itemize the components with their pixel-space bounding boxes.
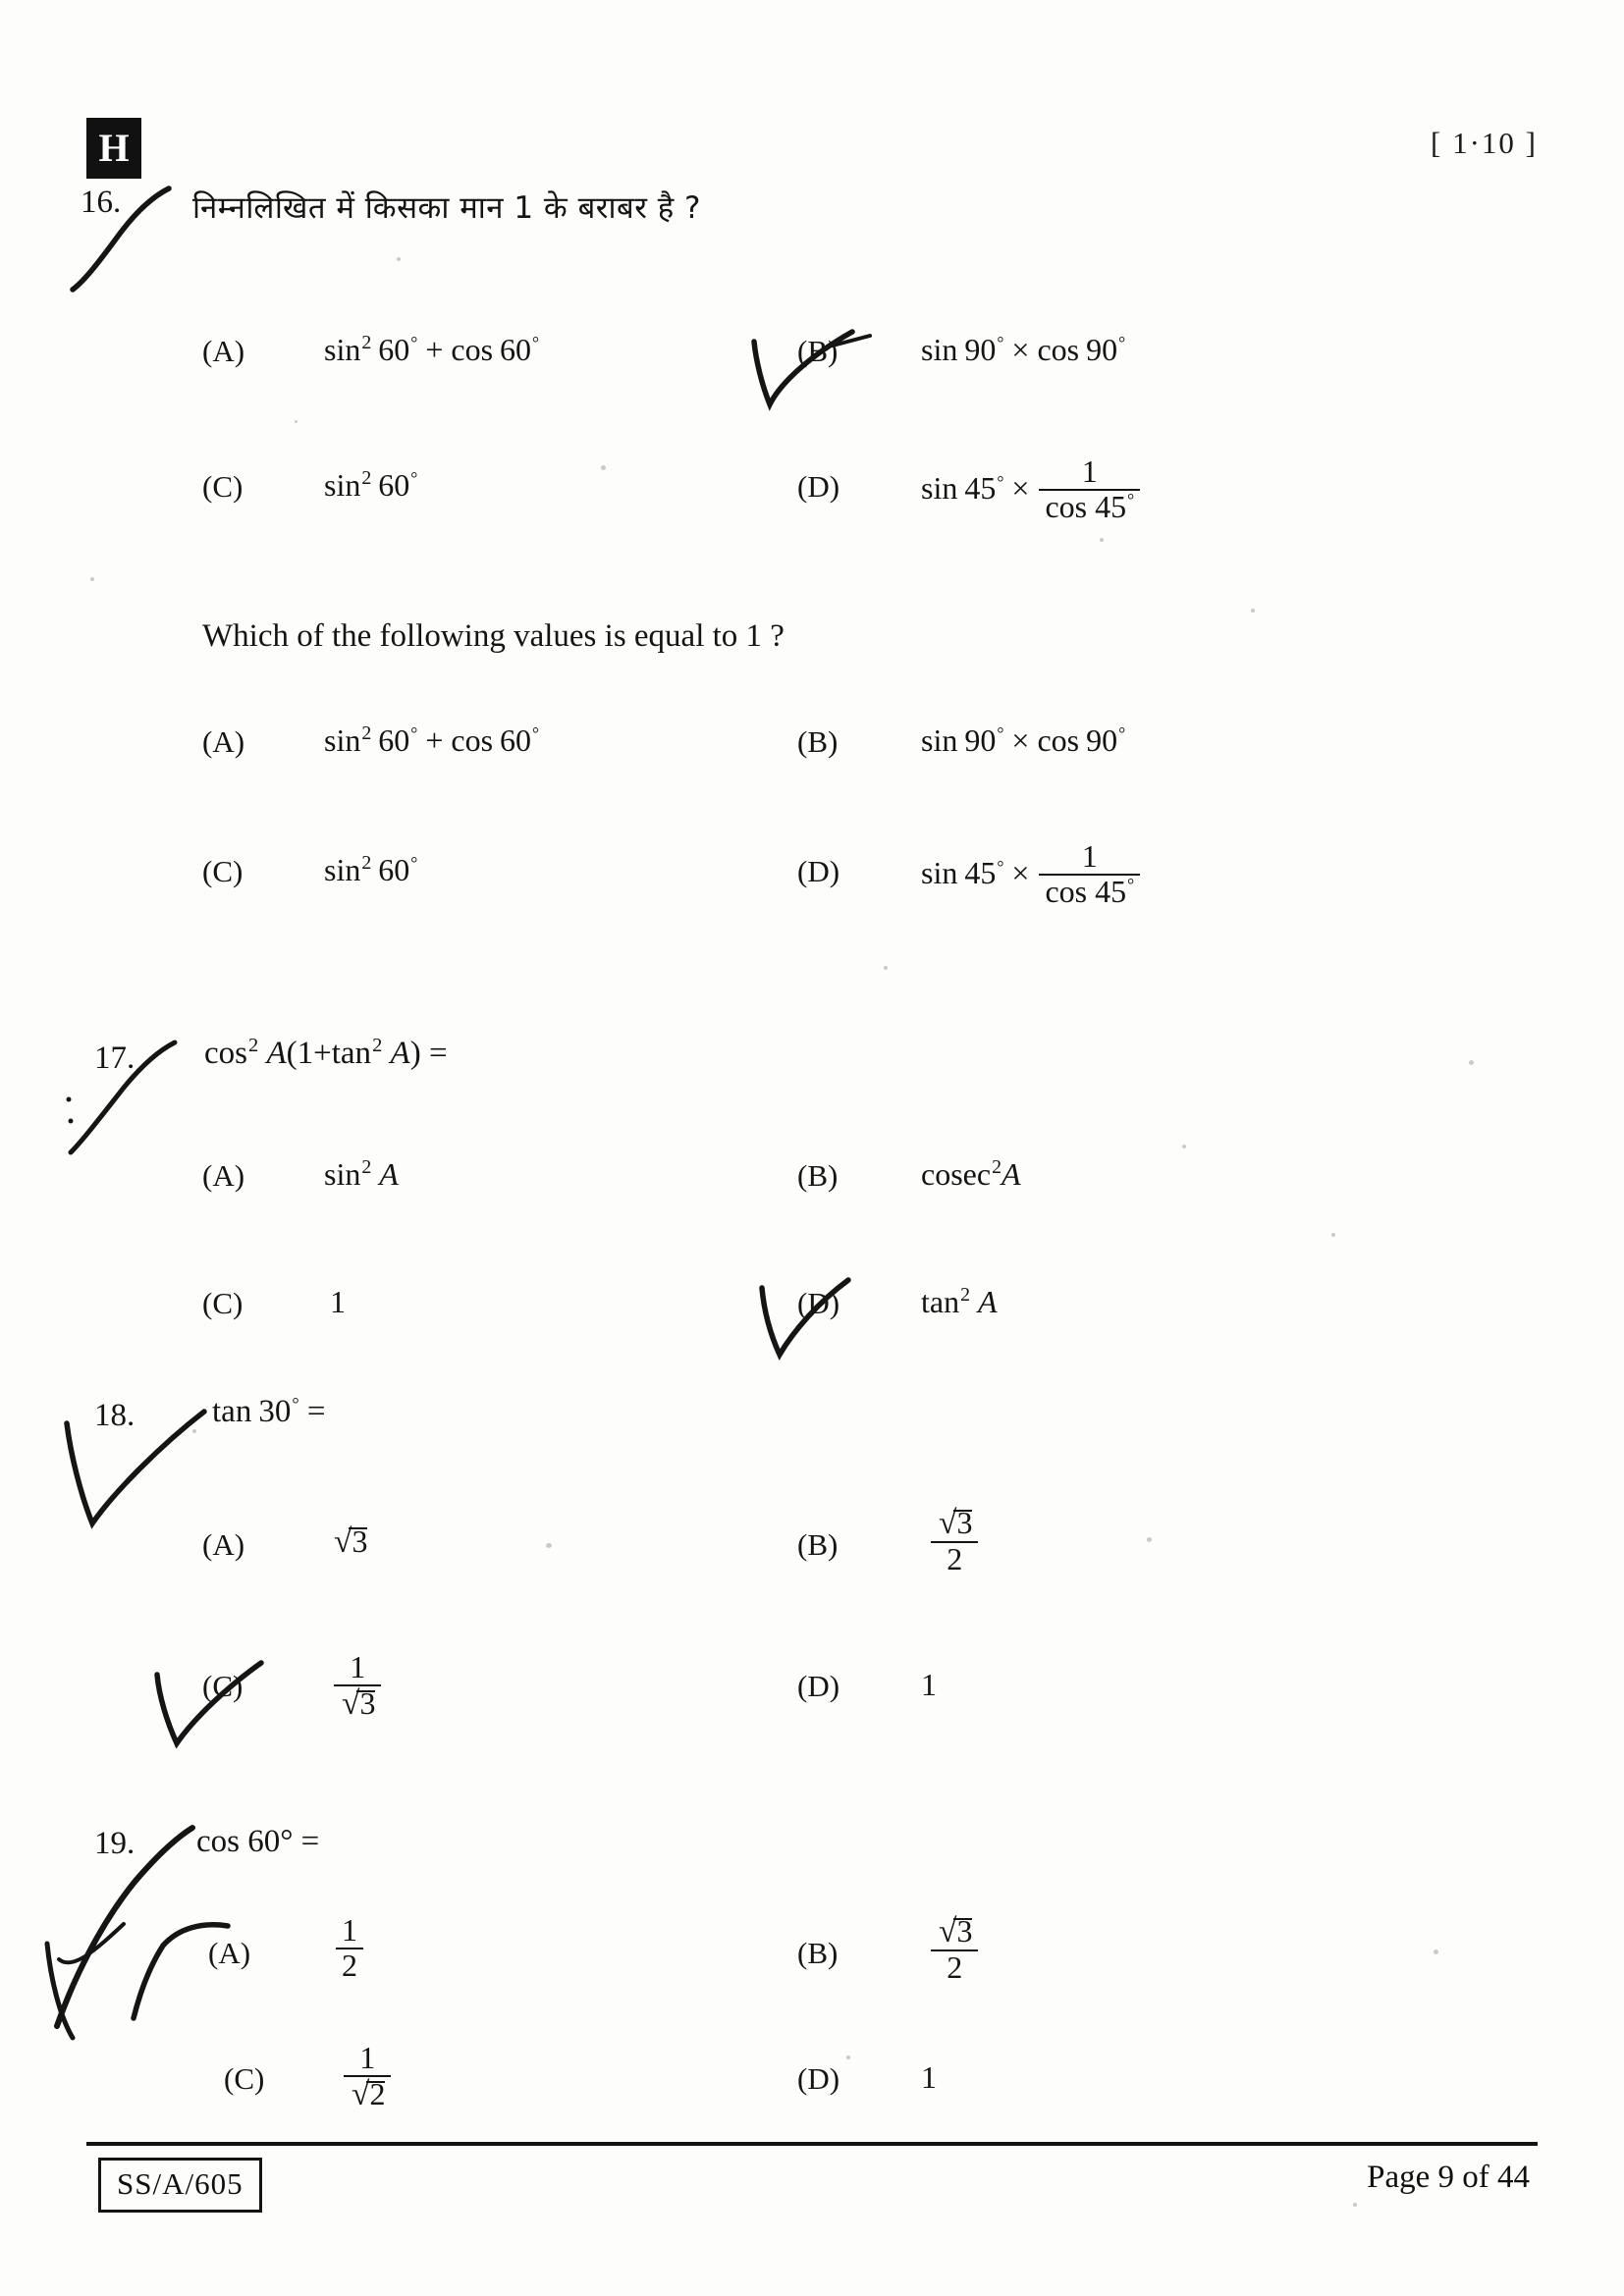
q18-option-c-value[interactable]: 1 √ 3 xyxy=(332,1653,383,1724)
q17-option-b-label[interactable]: (B) xyxy=(797,1158,839,1193)
q18-option-c-label[interactable]: (C) xyxy=(202,1669,244,1703)
q16-english-option-d-label[interactable]: (D) xyxy=(797,854,840,888)
q19-option-b-label[interactable]: (B) xyxy=(797,1936,839,1970)
q16-hindi-option-c-value[interactable]: $\sin^2 60^\circ$ xyxy=(324,467,418,503)
q17-option-a-label[interactable]: (A) xyxy=(202,1158,245,1193)
scan-speck xyxy=(884,966,888,970)
scan-speck xyxy=(295,420,298,423)
question-16-hindi-text: निम्नलिखित में किसका मान 1 के बराबर है ? xyxy=(192,190,701,226)
q19-option-c-label[interactable]: (C) xyxy=(224,2061,265,2096)
question-number-19: 19. xyxy=(94,1826,135,1861)
q17-option-b-value[interactable]: cosec$^2$A xyxy=(921,1156,1021,1192)
q18-option-a-label[interactable]: (A) xyxy=(202,1527,245,1562)
page-number: Page 9 of 44 xyxy=(1367,2160,1530,2195)
q16-english-option-b-value[interactable]: sin 90° × cos 90° xyxy=(921,722,1126,758)
q16-hindi-option-d-value[interactable]: sin 45° × $\frac{1}{\cos 45^\circ}$ xyxy=(921,457,1142,526)
scan-speck xyxy=(1353,2203,1357,2207)
scan-speck xyxy=(1469,1060,1474,1065)
scan-speck xyxy=(1331,1233,1335,1237)
scan-speck xyxy=(846,2056,850,2059)
q19-option-b-value[interactable]: √ 3 2 xyxy=(929,1916,980,1987)
scan-speck xyxy=(546,1543,552,1548)
handwritten-mark-q18-number xyxy=(59,1404,216,1531)
q18-option-b-value[interactable]: √ 3 2 xyxy=(929,1508,980,1578)
q17-option-c-label[interactable]: (C) xyxy=(202,1286,244,1320)
scan-speck xyxy=(1182,1145,1186,1148)
q19-option-d-label[interactable]: (D) xyxy=(797,2061,840,2096)
scan-speck xyxy=(601,465,606,470)
question-17-stem: $\cos^2 A(1+\tan^2$ A) = xyxy=(204,1035,448,1071)
medium-badge-icon: H xyxy=(86,118,141,179)
q16-hindi-option-b-label[interactable]: (B) xyxy=(797,334,839,368)
q17-option-d-label[interactable]: (D) xyxy=(797,1286,840,1320)
q19-option-d-value[interactable]: 1 xyxy=(921,2059,937,2095)
question-18-stem: tan 30° = xyxy=(212,1394,326,1429)
q16-english-option-c-label[interactable]: (C) xyxy=(202,854,244,888)
q16-hindi-option-d-label[interactable]: (D) xyxy=(797,469,840,504)
question-number-17: 17. xyxy=(94,1041,135,1076)
q16-english-option-a-value[interactable]: $\sin^2 60^\circ + \cos 60^\circ$ xyxy=(324,722,540,758)
question-16-english-text: Which of the following values is equal to 1 ? xyxy=(202,618,785,654)
q16-english-option-c-value[interactable]: $\sin^2 60^\circ$ xyxy=(324,852,418,887)
question-number-18: 18. xyxy=(94,1398,135,1433)
q16-english-option-d-value[interactable]: sin 45° × $\frac{1}{\cos 45^\circ}$ xyxy=(921,842,1142,911)
scan-speck xyxy=(1147,1537,1152,1542)
q17-option-d-value[interactable]: $\tan^2 A$ xyxy=(921,1284,998,1319)
q16-hindi-option-c-label[interactable]: (C) xyxy=(202,469,244,504)
q16-english-option-a-label[interactable]: (A) xyxy=(202,724,245,759)
q17-option-c-value[interactable]: 1 xyxy=(330,1284,346,1319)
q18-option-b-label[interactable]: (B) xyxy=(797,1527,839,1562)
q17-option-a-value[interactable]: $\sin^2 A$ xyxy=(324,1156,399,1192)
question-number-16: 16. xyxy=(81,185,122,220)
scan-speck xyxy=(90,577,94,581)
q19-option-c-value[interactable]: 1 √ 2 xyxy=(342,2044,393,2114)
q16-hindi-option-a-value[interactable]: $\sin^2 60^\circ + \cos 60^\circ$ xyxy=(324,332,540,367)
q16-hindi-option-a-label[interactable]: (A) xyxy=(202,334,245,368)
q18-option-d-value[interactable]: 1 xyxy=(921,1667,937,1702)
scan-speck xyxy=(397,257,401,261)
q16-hindi-option-b-value[interactable]: sin 90° × cos 90° xyxy=(921,332,1126,367)
scan-speck xyxy=(1251,609,1255,613)
q18-option-a-value[interactable]: √ 3 xyxy=(334,1523,368,1560)
paper-code: SS/A/605 xyxy=(98,2158,262,2213)
footer-divider xyxy=(86,2142,1538,2146)
scan-speck xyxy=(1434,1949,1438,1954)
q16-english-option-b-label[interactable]: (B) xyxy=(797,724,839,759)
scan-speck xyxy=(1100,538,1104,542)
handwritten-mark-q16-number xyxy=(59,187,187,294)
q18-option-d-label[interactable]: (D) xyxy=(797,1669,840,1703)
q19-option-a-label[interactable]: (A) xyxy=(208,1936,251,1970)
q19-option-a-value[interactable]: $\frac{1}{2}$ xyxy=(334,1916,365,1985)
scan-speck xyxy=(192,1429,196,1433)
booklet-code: [ 1·10 ] xyxy=(1431,126,1538,160)
question-19-stem: cos 60° = xyxy=(196,1824,320,1859)
